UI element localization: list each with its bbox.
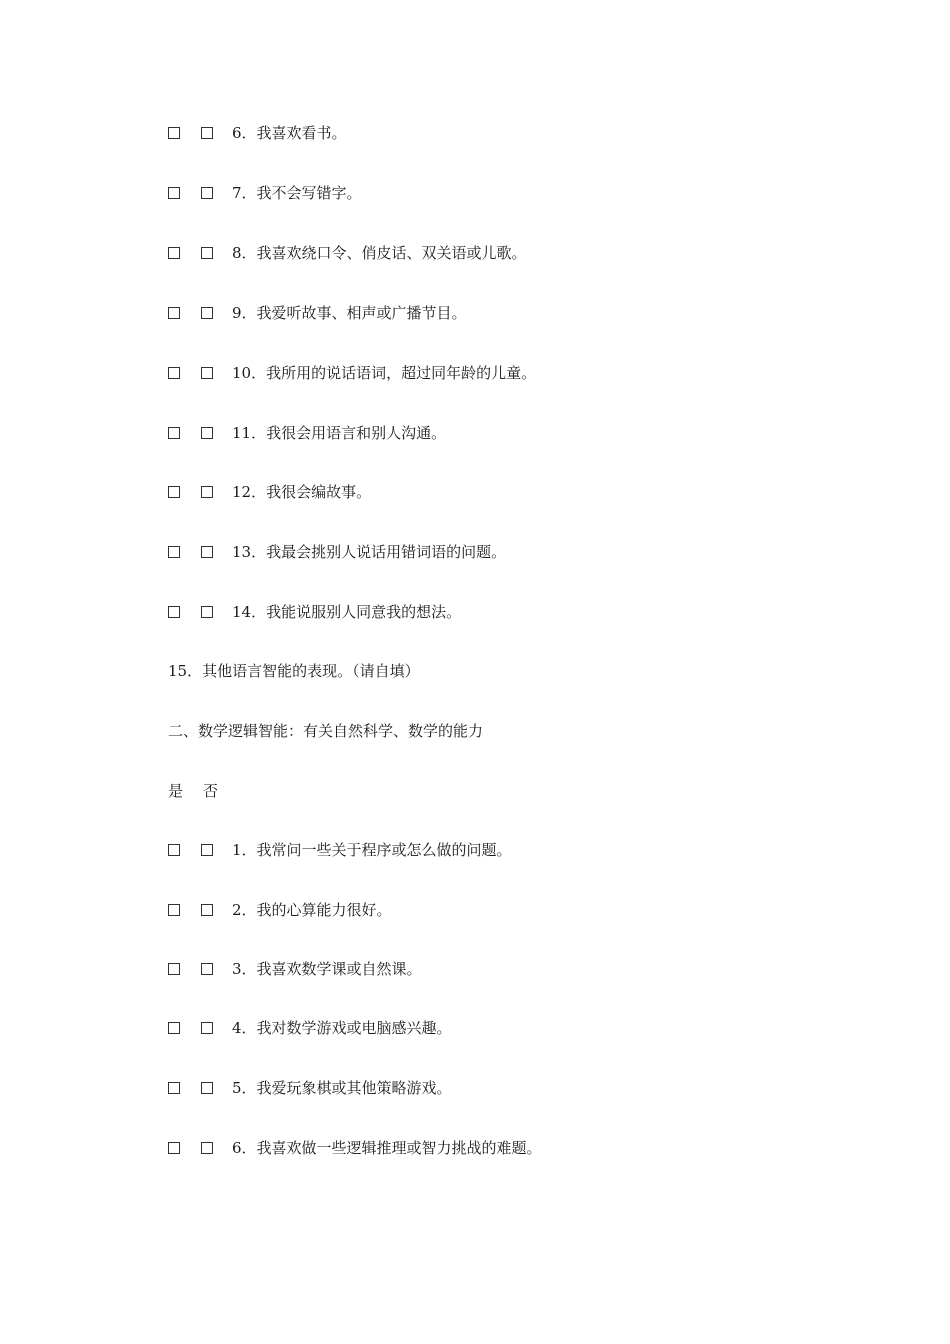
question-row	[168, 898, 392, 922]
question-row	[168, 480, 371, 504]
question-number: 2．	[232, 901, 257, 919]
yes-checkbox[interactable]	[168, 546, 180, 558]
yes-checkbox[interactable]	[168, 187, 180, 199]
question-row	[168, 1136, 542, 1160]
yes-checkbox[interactable]	[168, 367, 180, 379]
no-checkbox[interactable]	[201, 904, 213, 916]
question-number: 6．	[232, 1139, 257, 1157]
question-row	[168, 1076, 452, 1100]
question-row	[168, 361, 536, 385]
question-row	[168, 181, 362, 205]
yes-checkbox[interactable]	[168, 1082, 180, 1094]
no-checkbox[interactable]	[201, 367, 213, 379]
question-text: 我喜欢数学课或自然课。	[256, 960, 422, 978]
no-checkbox[interactable]	[201, 606, 213, 618]
no-checkbox[interactable]	[201, 427, 213, 439]
question-number: 11．	[232, 424, 267, 442]
no-checkbox[interactable]	[201, 1022, 213, 1034]
question-text: 我喜欢看书。	[256, 124, 347, 142]
question-text: 我最会挑别人说话用错词语的问题。	[266, 543, 507, 561]
question-row	[168, 957, 422, 981]
no-label: 否	[203, 782, 219, 800]
yes-checkbox[interactable]	[168, 1142, 180, 1154]
question-text: 我对数学游戏或电脑感兴趣。	[256, 1019, 452, 1037]
question-text: 我爱听故事、相声或广播节目。	[256, 304, 467, 322]
question-number: 13．	[232, 543, 267, 561]
no-checkbox[interactable]	[201, 307, 213, 319]
question-text: 我所用的说话语词，超过同年龄的儿童。	[266, 364, 537, 382]
question-text: 我很会编故事。	[266, 483, 372, 501]
yes-checkbox[interactable]	[168, 486, 180, 498]
question-number: 3．	[232, 960, 257, 978]
yes-no-header	[168, 779, 218, 803]
no-checkbox[interactable]	[201, 486, 213, 498]
free-fill-item: 15．其他语言智能的表现。（请自填）	[168, 662, 420, 680]
yes-checkbox[interactable]	[168, 127, 180, 139]
no-checkbox[interactable]	[201, 844, 213, 856]
no-checkbox[interactable]	[201, 1142, 213, 1154]
question-text: 我不会写错字。	[256, 184, 362, 202]
question-number: 6．	[232, 124, 257, 142]
question-number: 7．	[232, 184, 257, 202]
question-number: 10．	[232, 364, 267, 382]
yes-checkbox[interactable]	[168, 247, 180, 259]
yes-checkbox[interactable]	[168, 1022, 180, 1034]
question-number: 4．	[232, 1019, 257, 1037]
question-text: 我的心算能力很好。	[256, 901, 392, 919]
yes-checkbox[interactable]	[168, 307, 180, 319]
question-text: 我爱玩象棋或其他策略游戏。	[256, 1079, 452, 1097]
question-text: 我喜欢绕口令、俏皮话、双关语或儿歌。	[256, 244, 527, 262]
question-row	[168, 540, 506, 564]
section-heading: 二、数学逻辑智能：有关自然科学、数学的能力	[168, 722, 484, 740]
question-row	[168, 421, 446, 445]
question-row	[168, 241, 527, 265]
question-number: 8．	[232, 244, 257, 262]
yes-label: 是	[168, 782, 184, 800]
question-number: 5．	[232, 1079, 257, 1097]
question-row	[168, 1016, 452, 1040]
question-row	[168, 301, 467, 325]
yes-checkbox[interactable]	[168, 427, 180, 439]
no-checkbox[interactable]	[201, 1082, 213, 1094]
no-checkbox[interactable]	[201, 963, 213, 975]
no-checkbox[interactable]	[201, 187, 213, 199]
question-number: 14．	[232, 603, 267, 621]
question-text: 我常问一些关于程序或怎么做的问题。	[256, 841, 512, 859]
no-checkbox[interactable]	[201, 546, 213, 558]
yes-checkbox[interactable]	[168, 606, 180, 618]
question-number: 12．	[232, 483, 267, 501]
question-number: 1．	[232, 841, 257, 859]
yes-checkbox[interactable]	[168, 844, 180, 856]
question-text: 我很会用语言和别人沟通。	[266, 424, 447, 442]
question-row	[168, 838, 512, 862]
question-text: 我喜欢做一些逻辑推理或智力挑战的难题。	[256, 1139, 542, 1157]
question-number: 9．	[232, 304, 257, 322]
question-text: 我能说服别人同意我的想法。	[266, 603, 462, 621]
no-checkbox[interactable]	[201, 247, 213, 259]
question-row	[168, 600, 461, 624]
yes-checkbox[interactable]	[168, 904, 180, 916]
yes-checkbox[interactable]	[168, 963, 180, 975]
no-checkbox[interactable]	[201, 127, 213, 139]
question-row	[168, 121, 347, 145]
